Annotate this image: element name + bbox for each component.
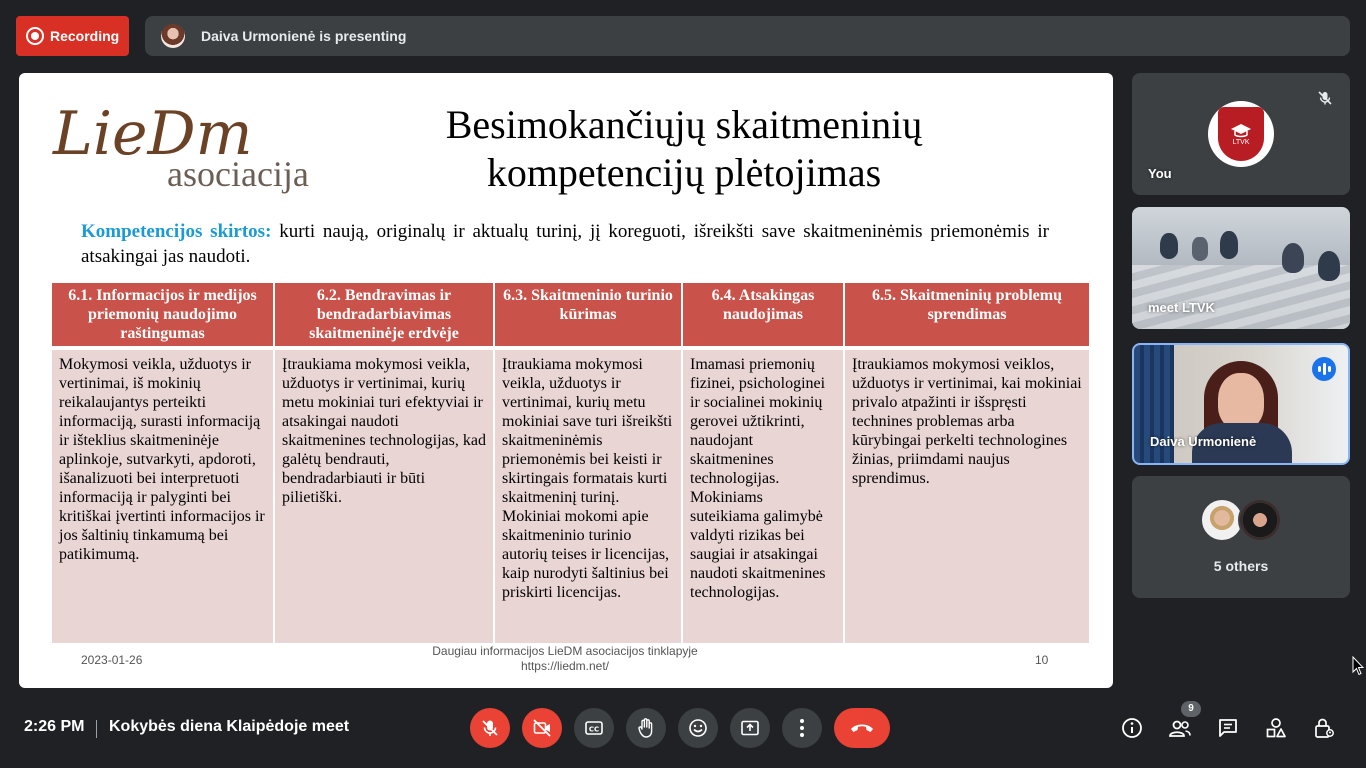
camera-off-icon [532, 718, 552, 738]
chat-button[interactable] [1214, 714, 1242, 742]
recording-label: Recording [50, 28, 120, 44]
meeting-details-button[interactable] [1118, 714, 1146, 742]
table-row [52, 348, 1090, 643]
participant-name-you: You [1148, 166, 1172, 181]
divider [96, 720, 97, 738]
table-header-row [52, 283, 1090, 348]
room-person [1160, 233, 1178, 259]
mic-off-icon [480, 718, 500, 738]
participant-tile-others[interactable] [1132, 476, 1350, 598]
meeting-name: Kokybės diena Klaipėdoje meet [109, 718, 350, 735]
slide-footer-info [409, 644, 721, 674]
presenter-avatar [161, 24, 185, 48]
host-controls-button[interactable] [1310, 714, 1338, 742]
others-label: 5 others [1213, 558, 1269, 574]
column-header: 6.4. Atsakingas naudojimas [682, 283, 844, 348]
table-cell: Įtraukiama mokymosi veikla, užduotys ir vertinimai, kurių metu mokiniai turi efektyviai ir atsakingai naudoti skaitmenines technologijas, kad galėtų bendrauti, bendradarbiauti ir būti pilietiški. [274, 348, 494, 643]
table-cell: Mokymosi veikla, užduotys ir vertinimai, iš mokinių reikalaujantys perteikti informaciją, surasti informaciją ir išteklius skaitmeninėje aplinkoje, sutvarkyti, apdoroti, išanalizuoti bei interpretuoti informaciją ir palyginti bei kritiškai įvertinti informacijos ir jos šaltinių tinkamumą bei patikimumą. [52, 348, 274, 643]
presentation-slide [19, 73, 1113, 688]
column-header: 6.5. Skaitmeninių problemų sprendimas [844, 283, 1090, 348]
raise-hand-button[interactable] [626, 708, 666, 748]
hand-icon [636, 717, 656, 739]
hang-up-icon [849, 721, 875, 735]
people-button[interactable] [1166, 714, 1194, 742]
leave-call-button[interactable] [834, 708, 890, 748]
column-header: 6.1. Informacijos ir medijos priemonių naudojimo raštingumas [52, 283, 274, 348]
room-person [1318, 251, 1340, 281]
mic-toggle-button[interactable] [470, 708, 510, 748]
speaking-indicator-icon [1312, 357, 1336, 381]
ltvk-logo-avatar [1208, 101, 1274, 167]
people-icon [1168, 717, 1192, 739]
slide-title-line1: Besimokančiųjų skaitmeninių [445, 102, 923, 147]
table-cell: Įtraukiamos mokymosi veiklos, užduotys ir vertinimai, kai mokiniai privalo atpažinti ir išspręsti technines problemas arba kūrybingai perkelti technologines žinias, priimdami naujus sprendimus. [844, 348, 1090, 643]
recording-button[interactable] [16, 16, 129, 56]
presenting-text: Daiva Urmonienė is presenting [201, 28, 407, 44]
captions-icon [584, 718, 604, 738]
footer-info-line2: https://liedm.net/ [520, 659, 610, 673]
people-count-badge: 9 [1181, 701, 1201, 717]
more-vert-icon [799, 718, 805, 738]
competency-table [52, 283, 1091, 643]
presenting-banner[interactable] [145, 16, 1350, 56]
graduation-cap-icon [1230, 123, 1252, 139]
clock: 2:26 PM [24, 718, 85, 735]
present-icon [740, 718, 760, 738]
table-cell: Imamasi priemonių fizinei, psichologinei ir socialinei mokinių gerovei užtikrinti, naudojant skaitmenines technologijas. Mokiniams suteikiama galimybė valdyti rizikas bei saugiai ir atsakingai naudoti skaitmenines technologijas. [682, 348, 844, 643]
activities-icon [1265, 717, 1287, 739]
column-header: 6.2. Bendravimas ir bendradarbiavimas skaitmeninėje erdvėje [274, 283, 494, 348]
slide-intro [81, 219, 1049, 269]
footer-info-line1: Daugiau informacijos LieDM asociacijos tinklapyje [432, 644, 698, 658]
chat-icon [1217, 717, 1239, 739]
slide-title-line2: kompetencijų plėtojimas [486, 150, 882, 195]
info-icon [1121, 717, 1143, 739]
slide-footer-date: 2023-01-26 [81, 653, 143, 667]
intro-label: Kompetencijos skirtos: [81, 221, 272, 242]
bottom-bar [0, 700, 1366, 768]
emoji-icon [688, 718, 708, 738]
participant-tile-room[interactable] [1132, 207, 1350, 329]
participant-tile-presenter[interactable] [1132, 343, 1350, 465]
intro-text: kurti naują, originalų ir aktualų turinį, jį koreguoti, išreikšti save skaitmeninėmis priemonėmis ir atsakingai jas naudoti. [81, 221, 1049, 267]
others-avatars [1200, 498, 1290, 544]
presenter-face [1218, 373, 1264, 429]
ltvk-text: LTVK [1232, 138, 1250, 146]
participant-tile-you[interactable] [1132, 73, 1350, 195]
top-bar [0, 0, 1366, 70]
room-person [1192, 237, 1208, 261]
participant-name-presenter: Daiva Urmonienė [1150, 434, 1257, 449]
logo-text: LieDm [53, 99, 253, 169]
liedm-logo [49, 93, 309, 193]
captions-button[interactable] [574, 708, 614, 748]
activities-button[interactable] [1262, 714, 1290, 742]
shield-icon [1218, 107, 1264, 161]
column-header: 6.3. Skaitmeninio turinio kūrimas [494, 283, 682, 348]
lock-person-icon [1313, 717, 1335, 739]
participant-name-room: meet LTVK [1148, 300, 1215, 315]
muted-mic-icon [1314, 87, 1336, 109]
avatar [1238, 498, 1282, 542]
svg-text:CC: CC [588, 725, 600, 734]
room-video [1132, 265, 1350, 329]
slide-page-number: 10 [1035, 653, 1049, 667]
slide-title [349, 101, 1019, 197]
reactions-button[interactable] [678, 708, 718, 748]
logo-subtext: asociacija [167, 154, 309, 194]
table-cell: Įtraukiama mokymosi veikla, užduotys ir vertinimai, kurių metu mokiniai save turi išreikšti skaitmeninėmis priemonėmis bei keisti ir skirtingais formatais kurti skaitmeninį turinį. Mokiniai mokomi apie skaitmeninio turinio autorių teises ir licencijas, kaip nurodyti šaltinius bei priskirti licencijas. [494, 348, 682, 643]
mouse-cursor-icon [1352, 656, 1364, 676]
room-person [1220, 231, 1238, 259]
present-screen-button[interactable] [730, 708, 770, 748]
record-icon [26, 27, 44, 45]
more-options-button[interactable] [782, 708, 822, 748]
room-person [1282, 243, 1304, 273]
camera-toggle-button[interactable] [522, 708, 562, 748]
